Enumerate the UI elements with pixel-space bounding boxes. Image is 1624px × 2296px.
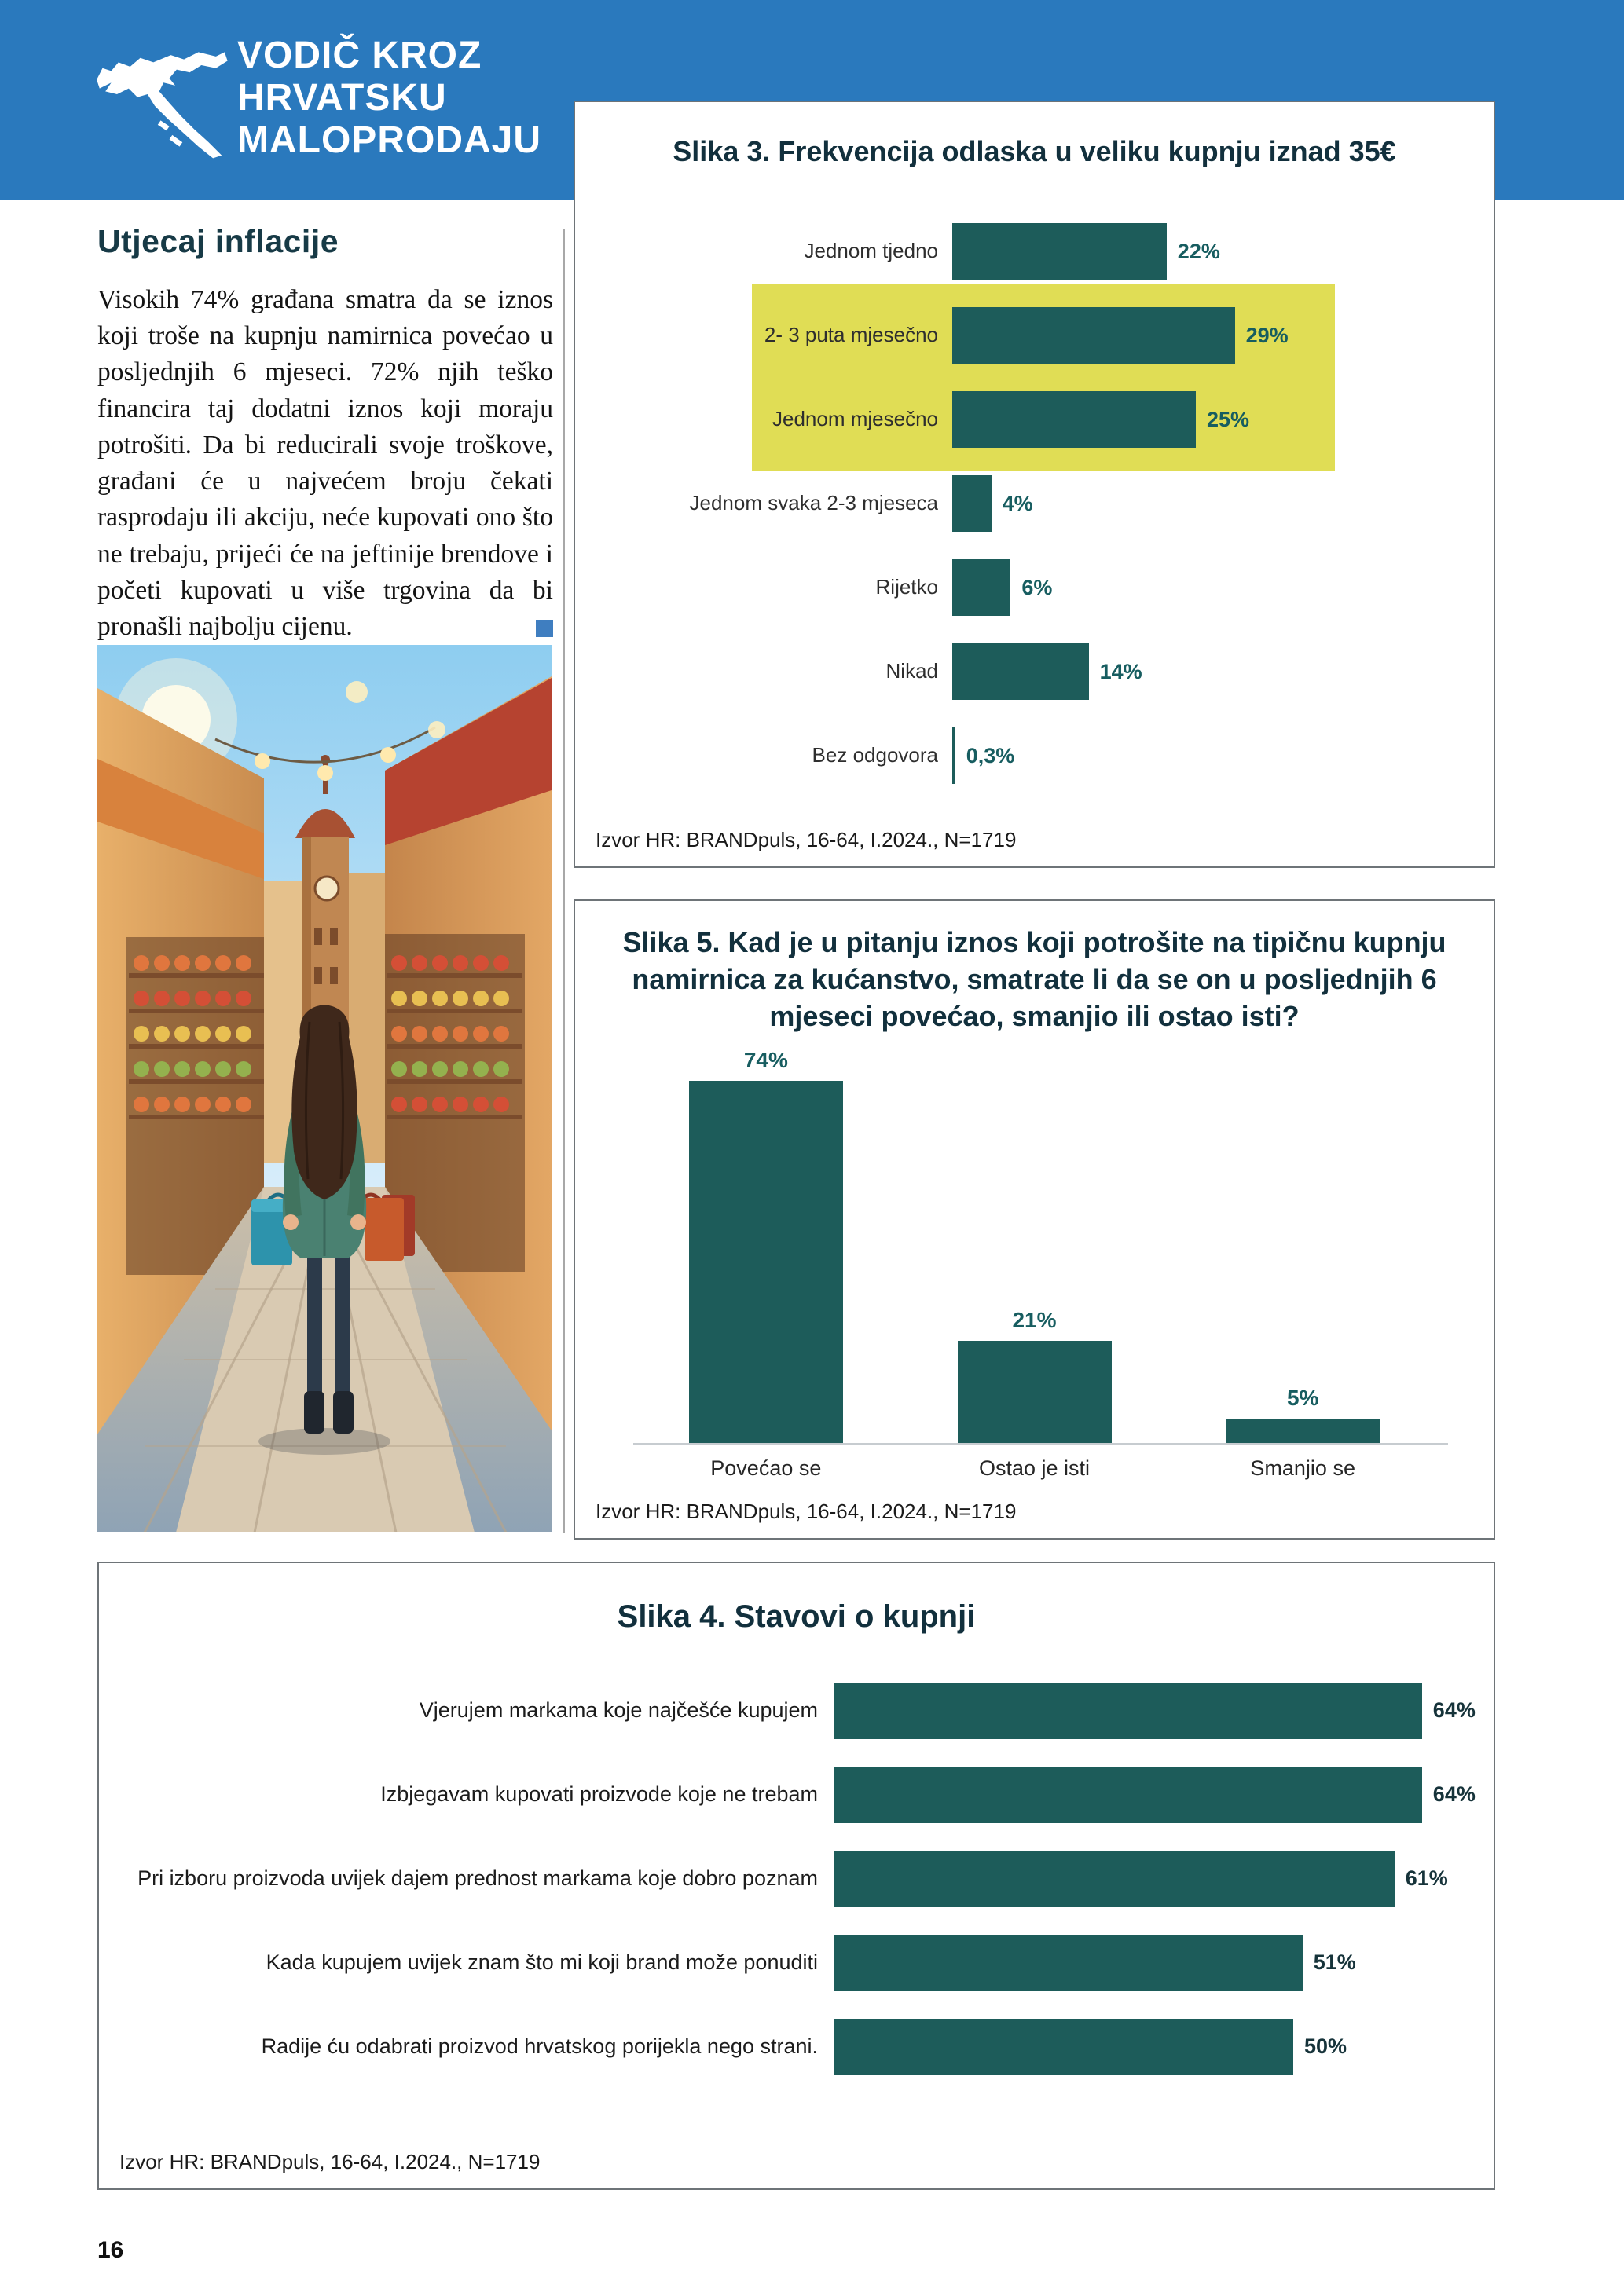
bar-plot <box>575 1034 1494 1443</box>
chart-row <box>575 378 1494 462</box>
bar-value: 21% <box>1012 1307 1057 1332</box>
brand-line-2: HRVATSKU <box>237 76 447 119</box>
bar-value: 22% <box>1177 239 1220 263</box>
bar <box>952 223 1167 280</box>
bar-value: 29% <box>1245 323 1289 347</box>
chart-column <box>900 1308 1169 1444</box>
article-body <box>97 282 553 645</box>
bar-rows <box>575 210 1494 798</box>
chart-source-slika3: Izvor HR: BRANDpuls, 16-64, I.2024., N=1719 <box>596 828 1017 851</box>
bar-value: 25% <box>1207 407 1250 431</box>
bar-label: Izbjegavam kupovati proizvode koje ne trebam <box>380 1782 818 1806</box>
category-label: Smanjio se <box>1250 1456 1355 1481</box>
chart-title-slika5: Slika 5. Kad je u pitanju iznos koji potrošite na tipičnu kupnju namirnica za kućanstvo, smatrate li da se on u posljednjih 6 mjeseci povećao, smanjio ili ostao isti? <box>622 926 1446 1032</box>
bar-value: 0,3% <box>966 743 1015 767</box>
chart-row <box>99 2005 1494 2089</box>
bar-value: 61% <box>1405 1866 1448 1890</box>
chart-row <box>99 1836 1494 1921</box>
bar-value: 51% <box>1313 1950 1356 1974</box>
brand-line-3: MALOPRODAJU <box>237 119 542 161</box>
bar-value: 6% <box>1021 575 1053 599</box>
bar <box>834 2019 1293 2075</box>
bar <box>1226 1419 1380 1443</box>
bar-label: Jednom mjesečno <box>772 407 938 431</box>
bar-label: Rijetko <box>875 575 938 599</box>
chart-title-slika4: Slika 4. Stavovi o kupnji <box>617 1599 976 1634</box>
category-labels <box>575 1456 1494 1481</box>
chart-slika4 <box>99 1668 1494 2089</box>
category-label: Ostao je isti <box>978 1456 1091 1481</box>
bar-label: Pri izboru proizvoda uvijek dajem prednost markama koje dobro poznam <box>137 1866 818 1890</box>
chart-slika5 <box>575 1034 1494 1481</box>
bar-label: Radije ću odabrati proizvod hrvatskog porijekla nego strani. <box>261 2034 818 2058</box>
bar <box>952 643 1089 700</box>
shopping-street-illustration <box>97 645 552 1532</box>
chart-row <box>99 1921 1494 2005</box>
bar <box>834 1683 1422 1739</box>
croatia-map-logo-icon <box>88 27 233 172</box>
bar-label: Kada kupujem uvijek znam što mi koji brand može ponuditi <box>266 1950 818 1974</box>
end-of-article-square <box>536 620 553 637</box>
brand-title <box>237 35 541 161</box>
bar-label: Bez odgovora <box>812 743 938 767</box>
bar <box>952 307 1235 364</box>
chart-row <box>575 714 1494 798</box>
chart-slika3 <box>575 210 1494 798</box>
bar-value: 5% <box>1286 1386 1319 1411</box>
column-divider <box>563 229 565 1533</box>
article-text: Visokih 74% građana smatra da se iznos koji troše na kupnju namirnica povećao u posljednjih 6 mjeseci. 72% njih teško financira taj dodatni iznos koji moraju potrošiti. Da bi reducirali svoje troškove, građani će u najvećem broju čekati rasprodaju ili akciju, neće kupovati ono što ne trebaju, prijeći će na jeftinije brendove i početi kupovati u više trgovina da bi pronašli najbolju cijenu. <box>97 285 553 641</box>
bar-rows <box>99 1668 1494 2089</box>
bar-value: 64% <box>1432 1698 1476 1722</box>
bar-value: 14% <box>1099 659 1142 683</box>
figure-slika5 <box>574 899 1495 1540</box>
chart-row <box>99 1668 1494 1752</box>
chart-title-slika3: Slika 3. Frekvencija odlaska u veliku kupnju iznad 35€ <box>673 135 1396 167</box>
bar-label: Jednom svaka 2-3 mjeseca <box>689 491 938 515</box>
bar-label: Vjerujem markama koje najčešće kupujem <box>419 1697 818 1722</box>
bar-label: Nikad <box>885 659 938 683</box>
bar-value: 64% <box>1432 1782 1476 1806</box>
chart-row <box>575 546 1494 630</box>
bar <box>952 559 1010 616</box>
x-axis <box>633 1443 1448 1445</box>
chart-row <box>99 1752 1494 1836</box>
chart-source-slika5: Izvor HR: BRANDpuls, 16-64, I.2024., N=1719 <box>596 1500 1017 1523</box>
bar-label: 2- 3 puta mjesečno <box>764 323 938 347</box>
figure-slika4 <box>97 1562 1495 2190</box>
bar <box>689 1081 843 1443</box>
bar <box>952 475 992 532</box>
bar <box>834 1767 1422 1823</box>
chart-row <box>575 630 1494 714</box>
category-label: Povećao se <box>710 1456 822 1481</box>
bar <box>952 727 955 784</box>
bar <box>834 1851 1395 1907</box>
inflation-article <box>97 223 553 645</box>
article-heading: Utjecaj inflacije <box>97 223 339 259</box>
bar <box>958 1341 1112 1444</box>
bar-value: 74% <box>743 1048 788 1073</box>
chart-column <box>632 1048 900 1443</box>
bar <box>952 391 1196 448</box>
bar-label: Jednom tjedno <box>804 239 938 263</box>
brand-line-1: VODIČ KROZ <box>237 35 482 76</box>
page-number: 16 <box>97 2237 124 2263</box>
chart-row <box>575 210 1494 294</box>
figure-slika3 <box>574 101 1495 868</box>
bar-value: 50% <box>1304 2034 1347 2058</box>
chart-row <box>575 294 1494 378</box>
bar <box>834 1935 1303 1991</box>
chart-column <box>1168 1386 1437 1443</box>
chart-row <box>575 462 1494 546</box>
chart-source-slika4: Izvor HR: BRANDpuls, 16-64, I.2024., N=1719 <box>119 2150 541 2173</box>
bar-value: 4% <box>1002 491 1033 515</box>
